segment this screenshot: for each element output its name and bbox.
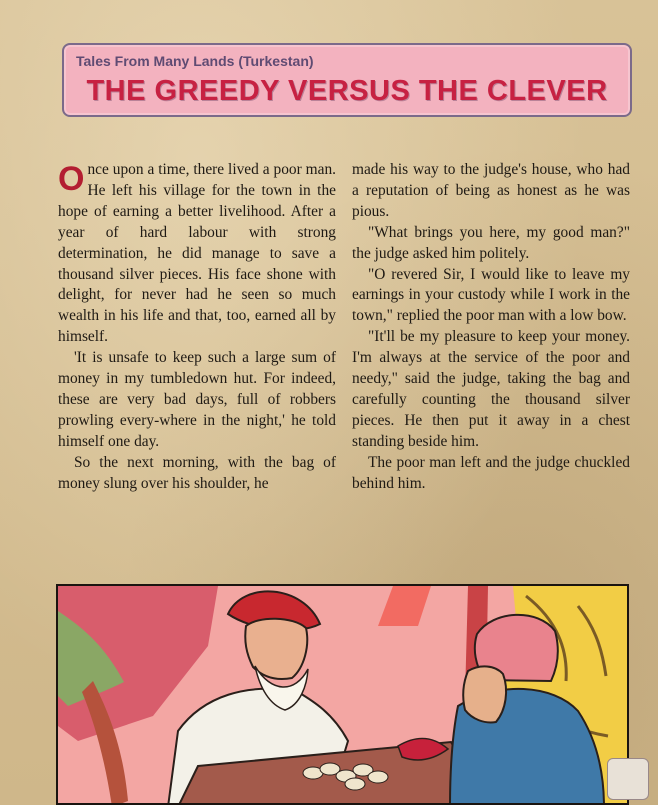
story-paragraph [58,160,336,348]
story-title: THE GREEDY VERSUS THE CLEVER [86,75,608,107]
title-banner [62,43,632,117]
story-column-right [352,160,630,495]
poor-man-face [463,666,506,722]
story-paragraph: "O revered Sir, I would like to leave my earnings in your custody while I work in the town," replied the poor man with a low bow. [352,265,630,325]
paragraph-text: nce upon a time, there lived a poor man. He left his village for the town in the hope of earning a better livelihood. After a year of hard labour with strong determination, he did manage to save a thousand silver pieces. His face shone with delight, for never had he seen so much wealth in his life and that, too, earned all by himself. [58,161,336,346]
story-paragraph: So the next morning, with the bag of money slung over his shoulder, he [58,453,336,492]
illustration-art [58,586,629,805]
series-kicker: Tales From Many Lands (Turkestan) [76,53,314,69]
story-illustration [56,584,629,805]
watermark-badge [607,758,649,800]
story-paragraph: made his way to the judge's house, who had a reputation of being as honest as he was pious. [352,161,630,220]
story-paragraph: 'It is unsafe to keep such a large sum of money in my tumbledown hut. For indeed, these are very bad days, full of robbers prowling every-where in the night,' he told himself one day. [58,349,336,450]
drop-cap: O [58,160,85,198]
story-paragraph: "It'll be my pleasure to keep your money. I'm always at the service of the poor and needy," said the judge, taking the bag and carefully counting the thousand silver pieces. He then put it away in a chest standing beside him. [352,328,630,450]
story-column-left [58,160,336,495]
story-paragraph: The poor man left and the judge chuckled behind him. [352,453,630,492]
story-paragraph: "What brings you here, my good man?" the judge asked him politely. [352,223,630,262]
